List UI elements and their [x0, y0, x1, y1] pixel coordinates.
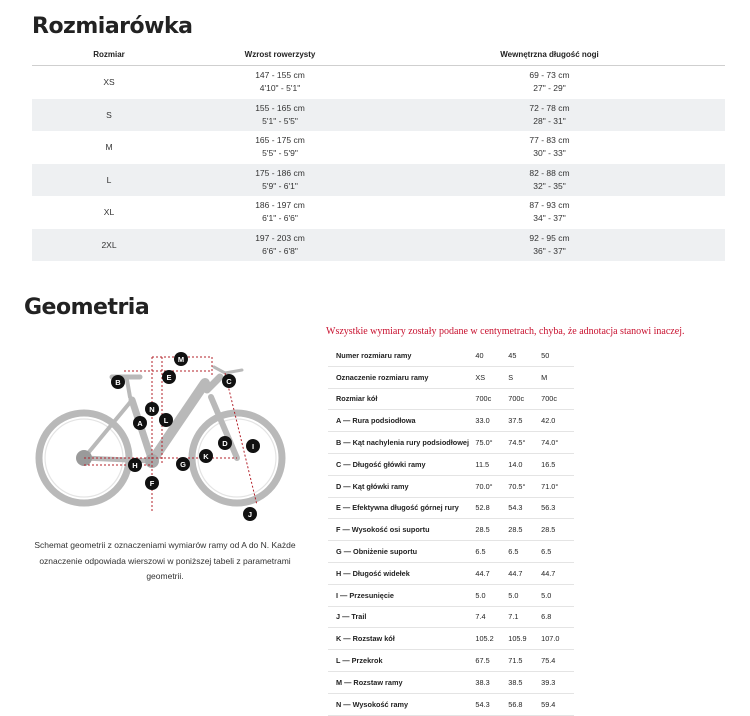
- geometry-value: S: [508, 372, 514, 382]
- leg-cell: [374, 232, 725, 258]
- marker-b: B: [111, 375, 125, 389]
- geometry-row: [328, 585, 574, 607]
- geometry-value: 6.5: [475, 547, 486, 557]
- leg-in: 30" - 33": [533, 148, 566, 159]
- geometry-row: [328, 476, 574, 498]
- marker-g: G: [176, 457, 190, 471]
- geometry-value: XS: [475, 372, 486, 382]
- height-ft: 5'5" - 5'9": [262, 148, 298, 159]
- geometry-row: [328, 389, 574, 411]
- geometry-row: [328, 563, 574, 585]
- height-ft: 6'6" - 6'8": [262, 245, 298, 256]
- geometry-label: I — Przesunięcie: [336, 590, 394, 600]
- geometry-row: [328, 410, 574, 432]
- header-leg: Wewnętrzna długość nogi: [500, 50, 599, 59]
- marker-c: C: [222, 374, 236, 388]
- geometry-value: 28.5: [508, 525, 523, 535]
- size-table-header: [32, 44, 725, 66]
- geometry-value: 37.5: [508, 416, 523, 426]
- geometry-value: 54.3: [475, 699, 490, 709]
- geometry-value: 74.0°: [541, 438, 559, 448]
- marker-j: J: [243, 507, 257, 521]
- height-cm: 175 - 186 cm: [255, 167, 305, 178]
- geometry-value: 700c: [508, 394, 525, 404]
- geometry-value: 7.4: [475, 612, 486, 622]
- geometry-row: [328, 694, 574, 716]
- geometry-value: M: [541, 372, 548, 382]
- geometry-label: J — Trail: [336, 612, 367, 622]
- size-row: [32, 164, 725, 197]
- height-cell: [186, 134, 374, 160]
- marker-m: M: [174, 352, 188, 366]
- size-chart-title: Rozmiarówka: [32, 14, 193, 39]
- size-cell: M: [105, 142, 113, 153]
- geometry-value: 700c: [475, 394, 492, 404]
- geometry-value: 38.3: [475, 677, 490, 687]
- geometry-row: [328, 541, 574, 563]
- height-cm: 147 - 155 cm: [255, 70, 305, 81]
- geometry-value: 59.4: [541, 699, 556, 709]
- height-ft: 4'10" - 5'1": [259, 83, 301, 94]
- geometry-value: 33.0: [475, 416, 490, 426]
- height-cell: [186, 167, 374, 193]
- leg-cell: [374, 199, 725, 225]
- leg-cm: 72 - 78 cm: [529, 102, 570, 113]
- geometry-label: A — Rura podsiodłowa: [336, 416, 416, 426]
- leg-in: 28" - 31": [533, 115, 566, 126]
- geometry-row: [328, 498, 574, 520]
- size-row: [32, 131, 725, 164]
- marker-n: N: [145, 402, 159, 416]
- units-notice: Wszystkie wymiary zostały podane w centymetrach, chyba, że adnotacja stanowi inaczej.: [326, 326, 685, 337]
- geometry-value: 6.5: [541, 547, 552, 557]
- size-cell: L: [106, 174, 112, 185]
- geometry-label: C — Długość główki ramy: [336, 459, 426, 469]
- geometry-label: B — Kąt nachylenia rury podsiodłowej: [336, 438, 469, 448]
- geometry-value: 11.5: [475, 459, 490, 469]
- geometry-value: 38.5: [508, 677, 523, 687]
- marker-f: F: [145, 476, 159, 490]
- size-cell: XL: [103, 207, 115, 218]
- size-row: [32, 66, 725, 99]
- geometry-value: 56.3: [541, 503, 556, 513]
- geometry-value: 107.0: [541, 634, 560, 644]
- marker-e: E: [162, 370, 176, 384]
- geometry-value: 75.0°: [475, 438, 493, 448]
- height-ft: 5'9" - 6'1": [262, 180, 298, 191]
- marker-h: H: [128, 458, 142, 472]
- geometry-value: 44.7: [475, 568, 490, 578]
- geometry-label: N — Wysokość ramy: [336, 699, 409, 709]
- geometry-value: 28.5: [475, 525, 490, 535]
- height-ft: 5'1" - 5'5": [262, 115, 298, 126]
- leg-cm: 87 - 93 cm: [529, 200, 570, 211]
- geometry-value: 50: [541, 350, 550, 360]
- size-row: [32, 229, 725, 262]
- geometry-value: 5.0: [541, 590, 552, 600]
- leg-cm: 77 - 83 cm: [529, 135, 570, 146]
- leg-in: 32" - 35": [533, 180, 566, 191]
- geometry-row: [328, 650, 574, 672]
- height-cm: 197 - 203 cm: [255, 232, 305, 243]
- geometry-label: Oznaczenie rozmiaru ramy: [336, 372, 429, 382]
- geometry-diagram: [32, 345, 300, 525]
- geometry-row: [328, 367, 574, 389]
- size-cell: S: [106, 109, 112, 120]
- height-ft: 6'1" - 6'6": [262, 213, 298, 224]
- marker-d: D: [218, 436, 232, 450]
- geometry-title: Geometria: [24, 295, 150, 320]
- geometry-label: Numer rozmiaru ramy: [336, 350, 412, 360]
- geometry-value: 70.5°: [508, 481, 526, 491]
- geometry-value: 14.0: [508, 459, 523, 469]
- leg-in: 36" - 37": [533, 245, 566, 256]
- leg-cell: [374, 102, 725, 128]
- geometry-value: 70.0°: [475, 481, 493, 491]
- header-height: Wzrost rowerzysty: [244, 50, 316, 59]
- geometry-value: 5.0: [508, 590, 519, 600]
- size-cell: 2XL: [101, 239, 117, 250]
- height-cell: [186, 69, 374, 95]
- geometry-label: E — Efektywna długość górnej rury: [336, 503, 459, 513]
- height-cm: 186 - 197 cm: [255, 200, 305, 211]
- height-cell: [186, 199, 374, 225]
- leg-in: 27" - 29": [533, 83, 566, 94]
- geometry-value: 6.5: [508, 547, 519, 557]
- geometry-label: L — Przekrok: [336, 656, 383, 666]
- geometry-label: Rozmiar kół: [336, 394, 378, 404]
- leg-cell: [374, 167, 725, 193]
- height-cell: [186, 102, 374, 128]
- geometry-label: G — Obniżenie suportu: [336, 547, 418, 557]
- geometry-value: 105.2: [475, 634, 494, 644]
- geometry-value: 52.8: [475, 503, 490, 513]
- geometry-value: 16.5: [541, 459, 556, 469]
- geometry-label: K — Rozstaw kół: [336, 634, 395, 644]
- geometry-label: F — Wysokość osi suportu: [336, 525, 430, 535]
- geometry-value: 7.1: [508, 612, 519, 622]
- geometry-value: 5.0: [475, 590, 486, 600]
- geometry-table: [328, 345, 574, 716]
- geometry-value: 6.8: [541, 612, 552, 622]
- leg-in: 34" - 37": [533, 213, 566, 224]
- diagram-caption: Schemat geometrii z oznaczeniami wymiarów ramy od A do N. Każde oznaczenie odpowiada wierszowi w poniższej tabeli z parametrami geometrii.: [34, 540, 296, 581]
- geometry-label: M — Rozstaw ramy: [336, 677, 403, 687]
- geometry-value: 105.9: [508, 634, 527, 644]
- geometry-value: 71.0°: [541, 481, 559, 491]
- geometry-value: 700c: [541, 394, 557, 404]
- size-cell: XS: [103, 77, 115, 88]
- geometry-row: [328, 454, 574, 476]
- geometry-row: [328, 628, 574, 650]
- leg-cell: [374, 134, 725, 160]
- leg-cm: 82 - 88 cm: [529, 167, 570, 178]
- marker-i: I: [246, 439, 260, 453]
- geometry-row: [328, 519, 574, 541]
- geometry-row: [328, 607, 574, 629]
- geometry-value: 56.8: [508, 699, 523, 709]
- leg-cell: [374, 69, 725, 95]
- leg-cm: 69 - 73 cm: [529, 70, 570, 81]
- leg-cm: 92 - 95 cm: [529, 232, 570, 243]
- marker-a: A: [133, 416, 147, 430]
- geometry-row: [328, 432, 574, 454]
- geometry-row: [328, 672, 574, 694]
- geometry-value: 44.7: [541, 568, 556, 578]
- geometry-value: 74.5°: [508, 438, 526, 448]
- header-size: Rozmiar: [93, 50, 125, 59]
- marker-l: L: [159, 413, 173, 427]
- height-cm: 165 - 175 cm: [255, 135, 305, 146]
- geometry-value: 75.4: [541, 656, 556, 666]
- geometry-value: 45: [508, 350, 517, 360]
- geometry-value: 67.5: [475, 656, 490, 666]
- geometry-value: 39.3: [541, 677, 556, 687]
- geometry-value: 28.5: [541, 525, 556, 535]
- geometry-label: D — Kąt główki ramy: [336, 481, 409, 491]
- geometry-value: 71.5: [508, 656, 523, 666]
- size-row: [32, 99, 725, 132]
- height-cell: [186, 232, 374, 258]
- geometry-value: 54.3: [508, 503, 523, 513]
- size-table: [32, 44, 725, 261]
- geometry-value: 44.7: [508, 568, 523, 578]
- geometry-value: 40: [475, 350, 484, 360]
- marker-k: K: [199, 449, 213, 463]
- size-row: [32, 196, 725, 229]
- geometry-value: 42.0: [541, 416, 556, 426]
- geometry-row: [328, 345, 574, 367]
- geometry-label: H — Długość widełek: [336, 568, 410, 578]
- height-cm: 155 - 165 cm: [255, 102, 305, 113]
